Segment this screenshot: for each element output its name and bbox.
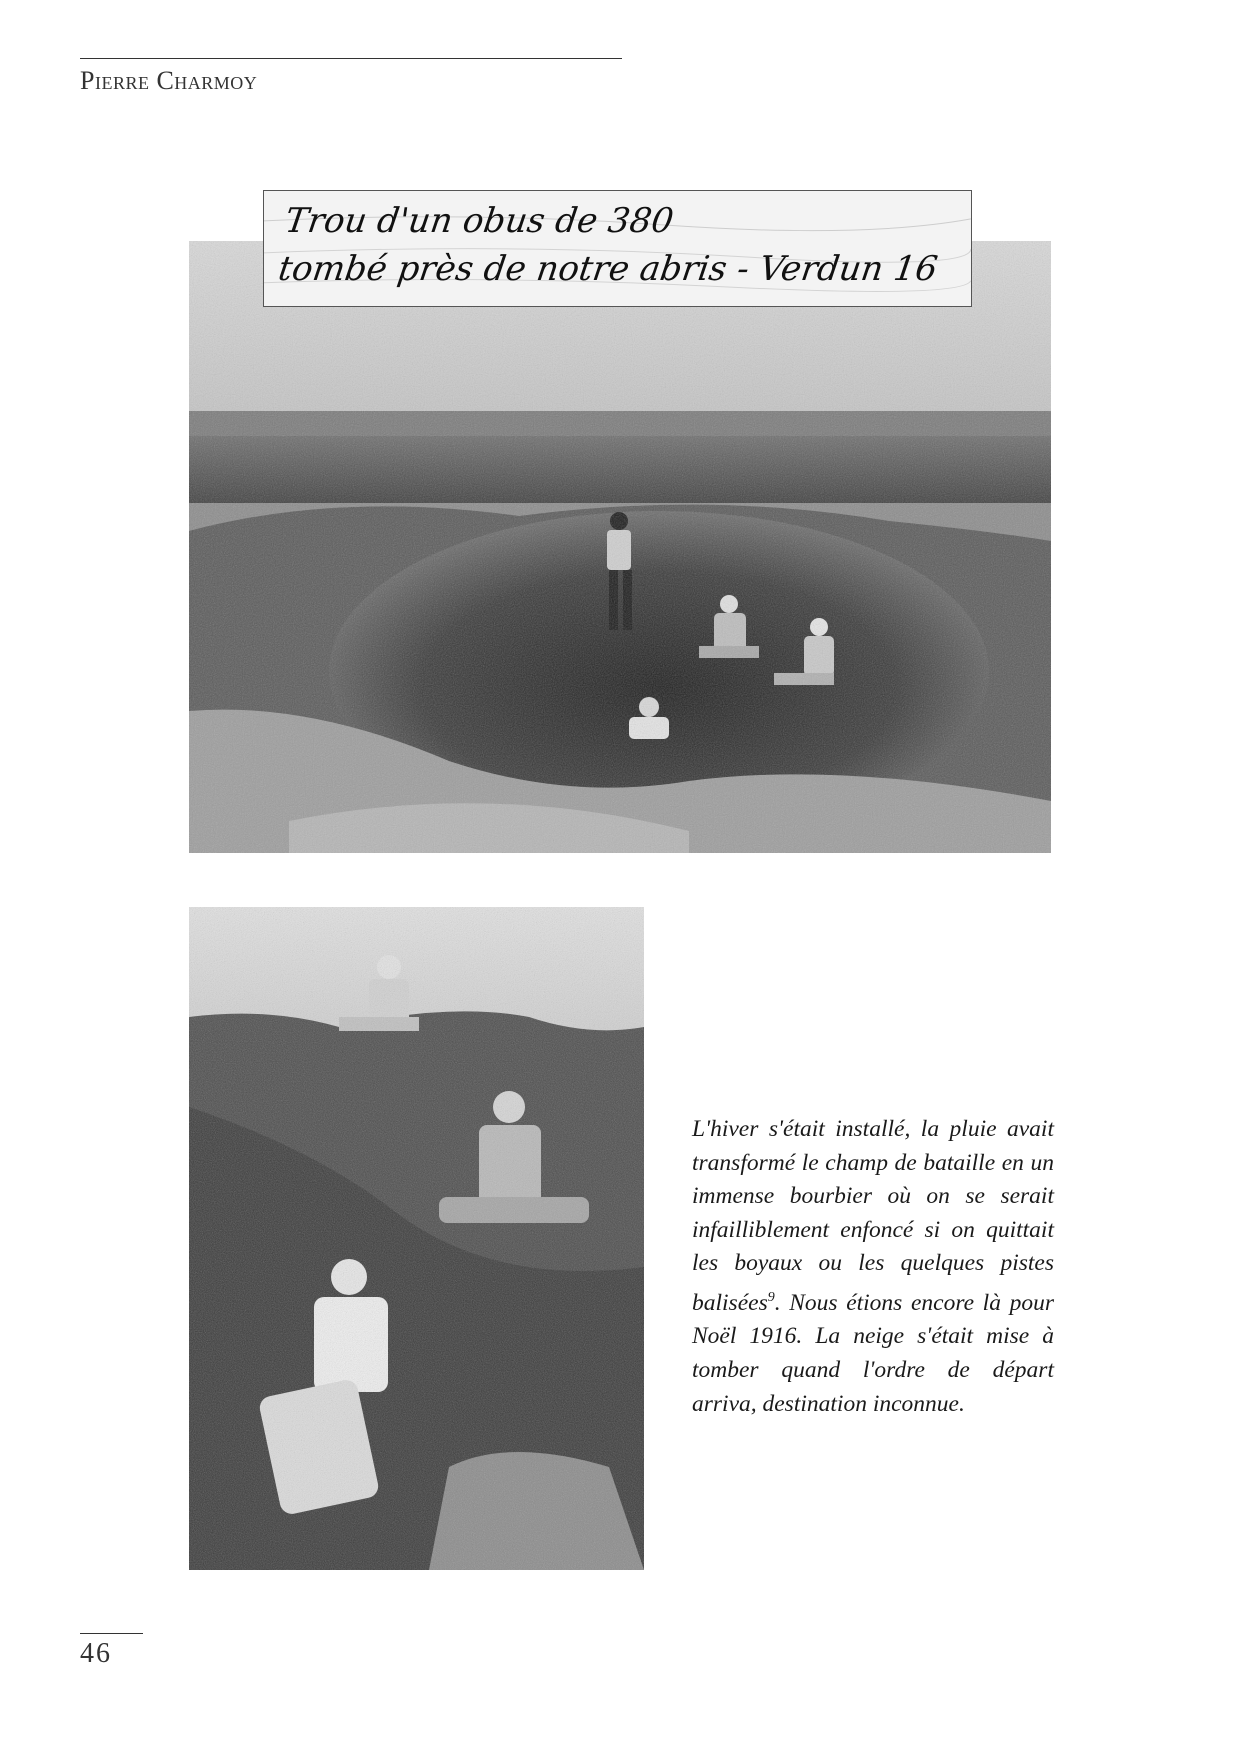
- body-paragraph: [692, 1113, 1054, 1421]
- handwritten-caption: [263, 190, 972, 307]
- paragraph-text-part-2: . Nous étions encore là pour Noël 1916. La neige s'était mise à tomber quand l'ordre de départ arriva, destination inconnue.: [692, 1289, 1054, 1417]
- crater-photo-top: [189, 241, 1051, 853]
- crater-photo-top-image: [189, 241, 1051, 853]
- paragraph-text-part-1: L'hiver s'était installé, la pluie avait transformé le champ de bataille en un immense bourbier où on se serait infailliblement enfoncé si on quittait les boyaux ou les quelques pistes balisées: [692, 1116, 1054, 1316]
- footnote-reference[interactable]: 9: [767, 1289, 775, 1305]
- header-rule: [80, 58, 622, 59]
- crater-photo-bottom: [189, 907, 644, 1570]
- footer-rule: [80, 1633, 143, 1634]
- page-number: 46: [80, 1638, 112, 1669]
- running-head: Pierre Charmoy: [80, 66, 258, 95]
- crater-photo-bottom-image: [189, 907, 644, 1570]
- handwritten-caption-text: Trou d'un obus de 380 tombé près de notre abris - Verdun 16: [275, 201, 940, 289]
